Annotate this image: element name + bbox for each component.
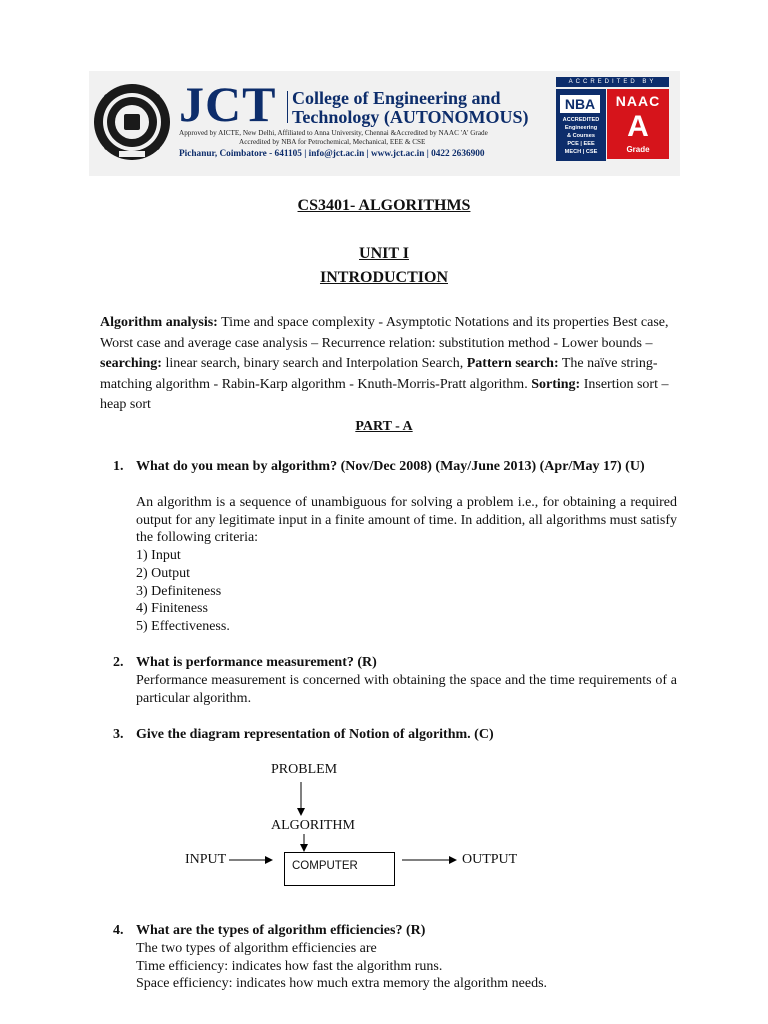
question-answer <box>136 494 677 636</box>
question-title: What are the types of algorithm efficiencies? (R) <box>136 923 426 938</box>
diagram-problem-label: PROBLEM <box>271 762 338 777</box>
criteria-item: 1) Input <box>136 548 181 564</box>
syllabus-label-analysis: Algorithm analysis: <box>100 315 218 330</box>
naac-badge <box>607 89 669 159</box>
diagram-output-label: OUTPUT <box>462 852 518 867</box>
unit-subtitle: INTRODUCTION <box>319 269 448 286</box>
diagram-computer-box <box>284 852 395 886</box>
syllabus-text-sorting: Insertion sort – heap sort <box>100 376 669 412</box>
unit-title: UNIT I <box>359 245 409 262</box>
question-number: 1. <box>113 459 124 474</box>
syllabus-text-searching: linear search, binary search and Interpolation Search, <box>161 356 467 371</box>
nba-line5: MECH | CSE <box>564 149 598 155</box>
nba-logo: NBA <box>560 95 600 113</box>
part-title: PART - A <box>355 419 413 434</box>
logo-divider <box>287 91 288 123</box>
naac-grade: A <box>627 110 649 143</box>
approval-line1: Approved by AICTE, New Delhi, Affiliated to Anna University, Chennai &Accredited by NAAC 'A' Grade <box>179 129 488 137</box>
nba-badge <box>556 89 606 161</box>
syllabus-label-sorting: Sorting: <box>531 376 581 392</box>
question-answer <box>136 672 677 707</box>
nba-line2: Engineering <box>564 125 598 131</box>
question-title: Give the diagram representation of Notion of algorithm. (C) <box>136 727 494 742</box>
naac-grade-box <box>615 111 661 155</box>
question-number: 3. <box>113 727 124 742</box>
question-number: 2. <box>113 655 124 670</box>
answer-paragraph: An algorithm is a sequence of unambiguous for solving a problem i.e., for obtaining a required output for any legitimate input in a finite amount of time. In addition, all algorithms must satisfy the following criteria: <box>136 495 677 546</box>
college-seal-logo <box>91 81 173 163</box>
criteria-item: 4) Finiteness <box>136 601 208 617</box>
diagram-input-label: INPUT <box>185 852 227 867</box>
question-answer <box>136 940 677 993</box>
syllabus-label-pattern: Pattern search: <box>466 356 559 371</box>
question-title: What is performance measurement? (R) <box>136 655 377 670</box>
answer-line: The two types of algorithm efficiencies are <box>136 941 377 956</box>
nba-accredited: ACCREDITED <box>562 117 600 123</box>
criteria-item: 2) Output <box>136 565 191 581</box>
diagram-algorithm-label: ALGORITHM <box>271 818 355 833</box>
syllabus-text-pattern: The naïve string- matching algorithm - Rabin-Karp algorithm - Knuth-Morris-Pratt algorithm. <box>100 356 658 392</box>
course-title: CS3401- ALGORITHMS <box>297 197 471 214</box>
approval-line2: Accredited by NBA for Petrochemical, Mechanical, EEE & CSE <box>239 138 426 146</box>
jct-logo-text: JCT <box>179 76 277 132</box>
contact-line: Pichanur, Coimbatore - 641105 | info@jct.ac.in | www.jct.ac.in | 0422 2636900 <box>179 149 485 159</box>
naac-label: NAAC <box>615 93 661 109</box>
criteria-item: 5) Effectiveness. <box>136 618 230 634</box>
naac-grade-label: Grade <box>626 145 650 154</box>
nba-line3: & Courses <box>567 133 595 139</box>
college-name-line1: College of Engineering and <box>292 88 501 108</box>
answer-paragraph: Performance measurement is concerned with obtaining the space and the time requirements of a particular algorithm. <box>136 673 677 706</box>
answer-line: Space efficiency: indicates how much extra memory the algorithm needs. <box>136 976 548 992</box>
accredited-by-label: ACCREDITED BY <box>556 77 669 87</box>
answer-line: Time efficiency: indicates how fast the algorithm runs. <box>136 958 443 974</box>
diagram-computer-label: COMPUTER <box>292 860 358 872</box>
college-header-banner <box>89 71 680 176</box>
syllabus-label-searching: searching: <box>100 356 162 371</box>
question-title: What do you mean by algorithm? (Nov/Dec 2008) (May/June 2013) (Apr/May 17) (U) <box>136 459 645 474</box>
syllabus-text-analysis: Time and space complexity - Asymptotic Notations and its properties Best case, Worst case and average case analysis – Recurrence relation: substitution method - Lower bounds – <box>100 315 669 351</box>
nba-line4: PCE | EEE <box>567 141 595 147</box>
syllabus-paragraph <box>100 313 670 416</box>
college-name-line2: Technology (AUTONOMOUS) <box>292 107 529 127</box>
question-number: 4. <box>113 923 124 938</box>
criteria-item: 3) Definiteness <box>136 583 222 599</box>
